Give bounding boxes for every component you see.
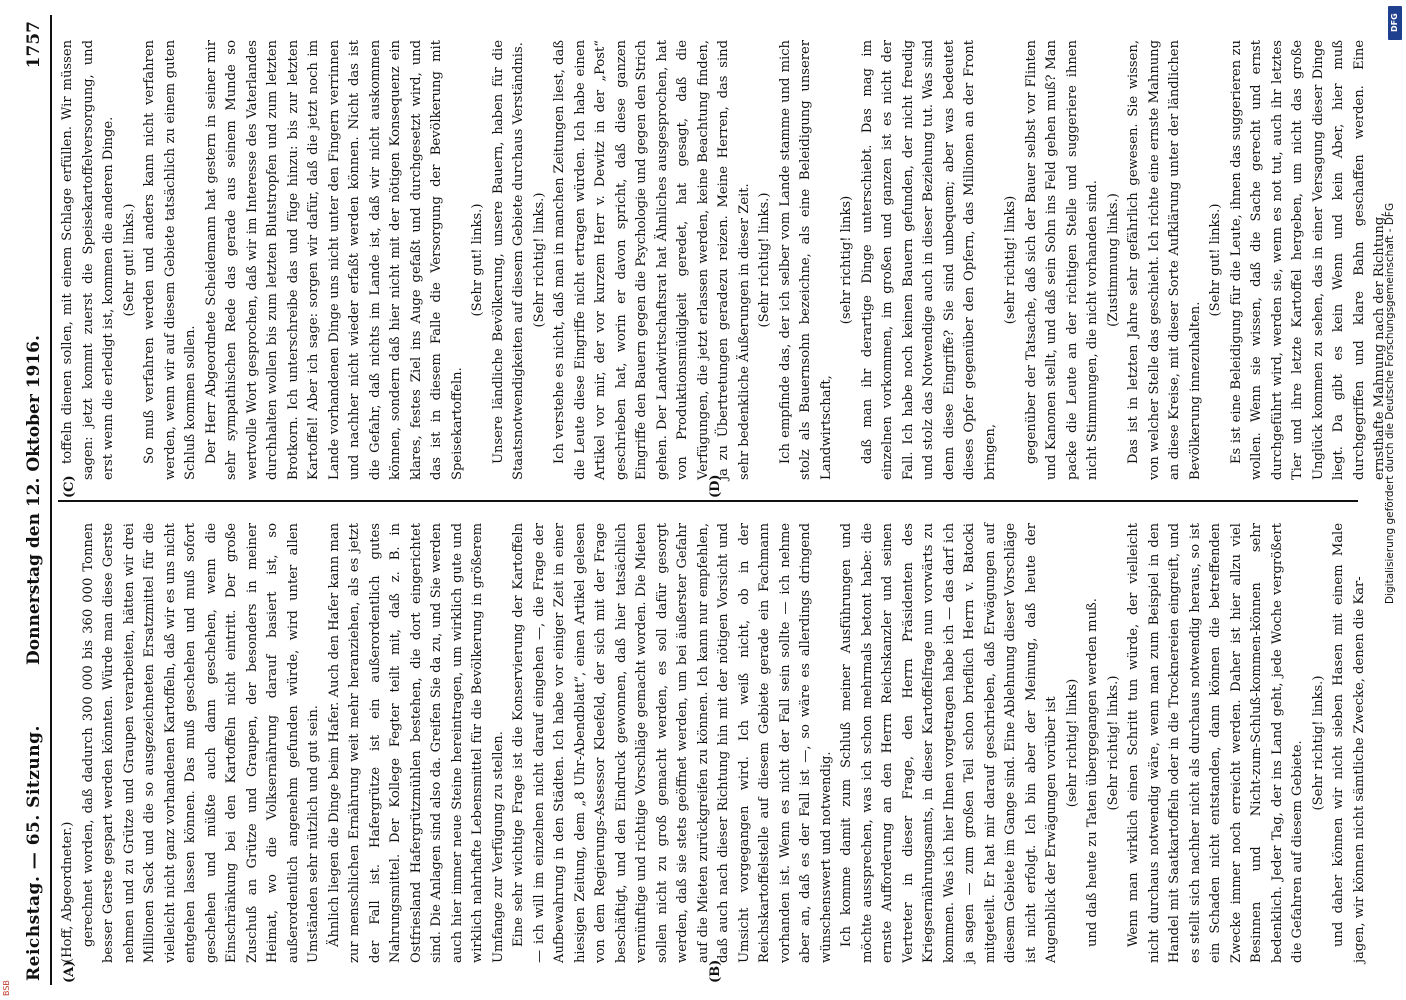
paragraph: daß man ihr derartige Dinge unterschiebt. Das mag im einzelnen vorkommen, im großen und ganzen ist es nicht der Fall. Ich habe noch keinen Bauern gefunden, der nicht freudig und stolz das Notwendige auch in dieser Beziehung tut. Was sind denn diese Eingriffe? Sie sind unbequem; aber was bedeutet dieses Opfer gegenüber den Opfern, das Millionen an der Front bringen, <box>859 40 998 480</box>
interjection: (Zustimmung links.) <box>1105 193 1121 327</box>
interjection: (sehr richtig! links) <box>1064 678 1080 808</box>
paragraph: Es ist eine Beleidigung für die Leute, ihnen das suggerieren zu wollen. Wenn sie wissen, daß die Sache gerecht und ernst durchgeführt wird, werden sie, wenn es not tut, auch ihr letztes Tier und ihre letzte Kartoffel hergeben, um nicht das große Unglück kommen zu sehen, das in einer Versagung dieser Dinge liegt. Da gibt es kein Wenn und kein Aber, hier muß durchgegriffen und klare Bahn geschaffen werden. Eine ernsthafte Mahnung nach der Richtung, <box>1228 40 1387 480</box>
header-title: Reichstag. — 65. Sitzung. <box>24 725 44 981</box>
paragraph: Ähnlich liegen die Dinge beim Hafer. Auch den Hafer kann man zur menschlichen Ernährung weit mehr heranziehen, als es jetzt der Fall ist. Hafergrütze ist ein außerordentlich gutes Nahrungsmittel. Der Kollege Fegter teilt mit, daß z. B. in Ostfriesland Hafergrützmühlen bestehen, die dort eingerichtet sind. Die Anlagen sind also da. Greifen Sie da zu, und Sie werden auch hier immer neue Steine hereintragen, um wirklich gute und wirklich nahrhafte Lebensmittel für die Bevölkerung in größerem Umfange zur Verfügung zu stellen. <box>326 523 506 963</box>
interjection: (Sehr richtig! links.) <box>531 192 547 328</box>
interjection: (sehr richtig! links) <box>1003 195 1018 325</box>
margin-mark-c: (C) <box>62 475 77 498</box>
paragraph: gerechnet worden, daß dadurch 300 000 bis 360 000 Tonnen besser Gerste gespart werden könnten. Würde man diese Gerste nehmen und zu Grütze und Graupen verarbeiten, hätten wir drei Millionen Sack und die so ausgezeichneten Ersatzmittel für die vielleicht nicht ganz vorhandenen Kartoffeln, daß wir es uns nicht entgehen lassen können. Das muß geschehen und muß sofort geschehen und müßte auch dann geschehen, wenn die Einschränkung bei den Kartoffeln nicht eintritt. Der große Zuschuß an Grütze und Graupen, der besonders in meiner Heimat, wo die Volksernährung darauf basiert ist, so außerordentlich angenehm gefunden würde, wird unter allen Umständen sehr nützlich und gut sein. <box>80 523 321 963</box>
paragraph: Ich empfinde das, der ich selber vom Lande stamme und mich stolz als Bauernsohn bezeichne, als eine Beleidigung unserer Landwirtschaft, <box>777 40 834 480</box>
page-number: 1757 <box>24 21 44 69</box>
header-date: Donnerstag den 12. Oktober 1916. <box>24 335 44 665</box>
page-header <box>18 15 52 985</box>
paragraph: Unsere ländliche Bevölkerung, unsere Bauern, haben für die Staatsnotwendigkeiten auf diesem Gebiete durchaus Verständnis. <box>490 40 526 480</box>
margin-mark-d: (D) <box>708 474 723 498</box>
interjection: (Sehr gut! links.) <box>1208 203 1223 317</box>
library-mark: BSB <box>2 980 11 996</box>
interjection: (sehr richtig! links) <box>839 195 854 325</box>
paragraph: So muß verfahren werden und anders kann nicht verfahren werden, wenn wir auf diesem Gebiete tatsächlich zu einem guten Schluß kommen sollen. <box>142 40 198 480</box>
speaker-label: (Hoff, Abgeordneter.) <box>60 821 75 963</box>
interjection: (Sehr richtig! links.) <box>757 192 772 328</box>
paragraph: und daß heute zu Taten übergegangen werden muß. <box>1085 598 1100 947</box>
interjection: (Sehr gut! links.) <box>121 203 137 317</box>
right-column <box>58 40 1387 480</box>
paragraph: gegenüber der Tatsache, daß sich der Bauer selbst vor Flinten und Kanonen stellt, und daß sein Sohn ins Feld gehen muß? Man packe die Leute an der richtigen Stelle und suggeriere ihnen nicht Stimmungen, die nicht vorhanden sind. <box>1023 40 1100 480</box>
paragraph: Wenn man wirklich einen Schritt tun würde, der vielleicht nicht durchaus notwendig wäre, wenn man zum Beispiel in den Handel mit Saatkartoffeln oder in die Trocknereien eingreift, und es stellt sich nachher nicht als durchaus notwendig heraus, so ist ein Schaden nicht entstanden, dann können die betreffenden Zwecke immer noch erreicht werden. Daher ist hier allzu viel Besinnen und Nicht-zum-Schluß-kommen-können sehr bedenklich. Jeder Tag, der ins Land geht, jede Woche vergrößert die Gefahren auf diesem Gebiete. <box>1126 523 1305 963</box>
paragraph: Ich verstehe es nicht, daß man in manchen Zeitungen liest, daß die Leute diese Eingriffe nicht ertragen würden. Ich habe einen Artikel vor mir, der vor kurzem Herr v. Dewitz in der „Post“ geschrieben hat, worin er davon spricht, daß diese ganzen Eingriffe den Bauern gegen die Psychologie und gegen den Strich gehen. Der Landwirtschaftsrat hat Ähnliches ausgesprochen, hat von Produktionsmüdigkeit geredet, hat gesagt, daß die Verfügungen, die jetzt erlassen werden, keine Beachtung finden, ja zu Übertretungen geradezu reizen. Meine Herren, das sind sehr bedenkliche Äußerungen in dieser Zeit. <box>552 40 752 480</box>
dfg-logo: DFG <box>1388 6 1402 40</box>
margin-mark-b: (B) <box>708 959 723 983</box>
interjection: (Sehr richtig! links.) <box>1310 675 1326 811</box>
interjection: (Sehr gut! links.) <box>470 203 485 317</box>
paragraph: Ich komme damit zum Schluß meiner Ausführungen und möchte aussprechen, was ich schon mehrmals betont habe: die ernste Aufforderung an den Herrn Reichskanzler und seinen Vertreter in dieser Frage, den Herrn Präsidenten des Kriegsernährungsamts, in dieser Kartoffelfrage nun vorwärts zu kommen. Was ich hier Ihnen vorgetragen habe ich — das darf ich ja sagen — zum großen Teil schon brieflich Herrn v. Batocki mitgeteilt. Er hat mir darauf geschrieben, daß Erwägungen auf diesem Gebiete im Gange sind. Eine Ablehnung dieser Vorschläge ist nicht erfolgt. Ich bin aber der Meinung, daß heute der Augenblick der Erwägungen vorüber ist <box>839 523 1059 963</box>
paragraph: Der Herr Abgeordnete Scheidemann hat gestern in seiner mir sehr sympathischen Rede das gerade aus seinem Munde so wertvolle Wort gesprochen, daß wir im Interesse des Vaterlandes durchhalten wollen bis zum letzten Blutstropfen und zum letzten Brotkorn. Ich unterschreibe das und füge hinzu: bis zur letzten Kartoffel! Aber ich sage: sorgen wir dafür, daß die jetzt noch im Lande vorhandenen Dinge uns nicht unter den Fingern verrinnen und nachher nicht wieder erfaßt werden können. Nicht das ist die Gefahr, daß nichts im Lande ist, daß wir nicht auskommen können, sondern daß hier nicht mit der nötigen Konsequenz ein klares, festes Ziel ins Auge gefaßt und durchgesetzt wird, und das ist in diesem Falle die Versorgung der Bevölkerung mit Speisekartoffeln. <box>203 40 465 480</box>
paragraph: toffeln dienen sollen, mit einem Schlage erfüllen. Wir müssen sagen: jetzt kommt zuerst die Speisekartoffelversorgung, und erst wenn die erledigt ist, kommen die anderen Dinge. <box>60 40 116 480</box>
left-column <box>58 523 1367 963</box>
margin-mark-a: (A) <box>62 960 77 983</box>
paragraph: Das ist in letzten Jahre sehr gefährlich gewesen. Sie wissen, von welcher Stelle das geschieht. Ich richte eine ernste Mahnung an diese Kreise, mit dieser Sorte Aufklärung unter der ländlichen Bevölkerung innezuhalten. <box>1126 40 1203 480</box>
paragraph: und daher können wir nicht sieben Hasen mit einem Male jagen, wir können nicht sämtliche Zwecke, denen die Kar- <box>1331 523 1367 963</box>
document-page <box>18 15 1387 985</box>
column-divider <box>58 500 1358 502</box>
interjection: (Sehr richtig! links.) <box>1105 675 1121 811</box>
paragraph: Eine sehr wichtige Frage ist die Konservierung der Kartoffeln — ich will im einzelnen nicht darauf eingehen —, die Frage der Aufbewahrung in den Städten. Ich habe vor einiger Zeit in einer hiesigen Zeitung, dem „8 Uhr-Abendblatt“, einen Artikel gelesen von dem Regierungs-Assessor Kleefeld, der sich mit der Frage beschäftigt, und den Eindruck gewonnen, daß hier tatsächlich vernünftige und richtige Vorschläge gemacht worden. Die Mieten sollen nicht zu groß gemacht werden, es soll dafür gesorgt werden, daß sie stets geöffnet werden, um bei äußerster Gefahr auf die Mieten zurückgreifen zu können. Ich kann nur empfehlen, daß auch nach dieser Richtung hin mit der nötigen Vorsicht und Umsicht vorgegangen wird. Ich weiß nicht, ob in der Reichskartoffelstelle auf diesem Gebiete gerade ein Fachmann vorhanden ist. Wenn es nicht der Fall sein sollte — ich nehme aber an, daß es der Fall ist —, so wäre es allerdings dringend wünschenswert und notwendig. <box>511 523 834 963</box>
digitization-note: Digitalisierung gefördert durch die Deutsche Forschungsgemeinschaft - DFG <box>1384 202 1396 604</box>
